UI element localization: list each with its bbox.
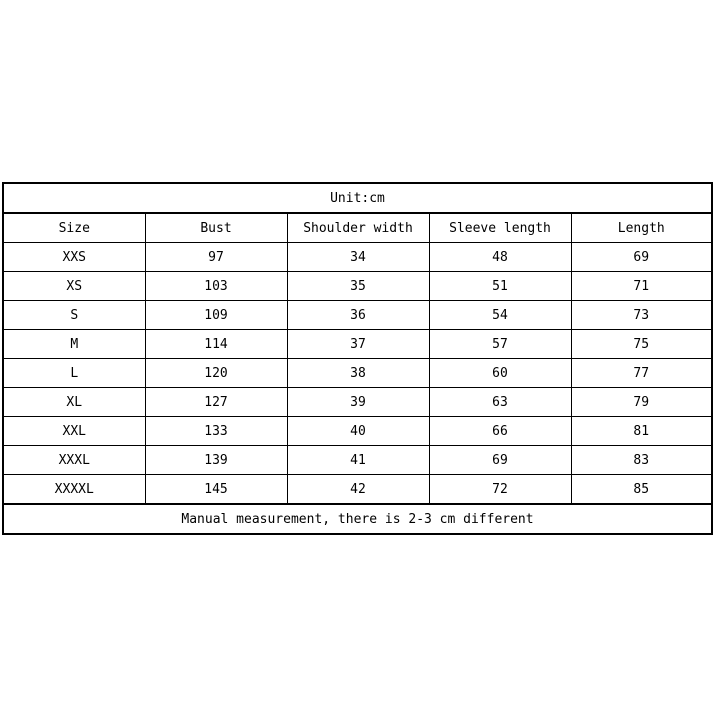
sleeve-length-cell: 72 bbox=[429, 475, 571, 505]
length-cell: 77 bbox=[571, 359, 712, 388]
size-cell: XXXL bbox=[3, 446, 145, 475]
sleeve-length-cell: 60 bbox=[429, 359, 571, 388]
size-chart-body bbox=[3, 183, 712, 534]
table-row bbox=[3, 243, 712, 272]
length-cell: 75 bbox=[571, 330, 712, 359]
table-row bbox=[3, 330, 712, 359]
length-cell: 81 bbox=[571, 417, 712, 446]
table-row bbox=[3, 272, 712, 301]
table-row bbox=[3, 446, 712, 475]
table-row bbox=[3, 301, 712, 330]
table-row bbox=[3, 359, 712, 388]
shoulder-width-cell: 39 bbox=[287, 388, 429, 417]
shoulder-width-cell: 38 bbox=[287, 359, 429, 388]
unit-label: Unit:cm bbox=[3, 183, 712, 213]
bust-cell: 114 bbox=[145, 330, 287, 359]
length-cell: 73 bbox=[571, 301, 712, 330]
table-row bbox=[3, 417, 712, 446]
bust-cell: 145 bbox=[145, 475, 287, 505]
size-cell: XXL bbox=[3, 417, 145, 446]
table-row bbox=[3, 475, 712, 505]
shoulder-width-cell: 42 bbox=[287, 475, 429, 505]
length-cell: 85 bbox=[571, 475, 712, 505]
sleeve-length-cell: 63 bbox=[429, 388, 571, 417]
header-cell-shoulder-width: Shoulder width bbox=[287, 213, 429, 243]
size-cell: XXXXL bbox=[3, 475, 145, 505]
sleeve-length-cell: 69 bbox=[429, 446, 571, 475]
bust-cell: 103 bbox=[145, 272, 287, 301]
note-row bbox=[3, 504, 712, 534]
size-cell: XXS bbox=[3, 243, 145, 272]
shoulder-width-cell: 36 bbox=[287, 301, 429, 330]
sleeve-length-cell: 48 bbox=[429, 243, 571, 272]
shoulder-width-cell: 34 bbox=[287, 243, 429, 272]
header-cell-size: Size bbox=[3, 213, 145, 243]
shoulder-width-cell: 40 bbox=[287, 417, 429, 446]
size-cell: S bbox=[3, 301, 145, 330]
size-cell: XS bbox=[3, 272, 145, 301]
length-cell: 71 bbox=[571, 272, 712, 301]
length-cell: 79 bbox=[571, 388, 712, 417]
bust-cell: 127 bbox=[145, 388, 287, 417]
unit-row bbox=[3, 183, 712, 213]
bust-cell: 97 bbox=[145, 243, 287, 272]
bust-cell: 133 bbox=[145, 417, 287, 446]
sleeve-length-cell: 57 bbox=[429, 330, 571, 359]
length-cell: 83 bbox=[571, 446, 712, 475]
size-chart-table bbox=[2, 182, 713, 535]
shoulder-width-cell: 41 bbox=[287, 446, 429, 475]
length-cell: 69 bbox=[571, 243, 712, 272]
shoulder-width-cell: 37 bbox=[287, 330, 429, 359]
header-cell-sleeve-length: Sleeve length bbox=[429, 213, 571, 243]
size-cell: XL bbox=[3, 388, 145, 417]
sleeve-length-cell: 54 bbox=[429, 301, 571, 330]
header-cell-length: Length bbox=[571, 213, 712, 243]
size-cell: M bbox=[3, 330, 145, 359]
measurement-note: Manual measurement, there is 2-3 cm different bbox=[3, 504, 712, 534]
bust-cell: 120 bbox=[145, 359, 287, 388]
bust-cell: 109 bbox=[145, 301, 287, 330]
sleeve-length-cell: 66 bbox=[429, 417, 571, 446]
header-row bbox=[3, 213, 712, 243]
shoulder-width-cell: 35 bbox=[287, 272, 429, 301]
table-row bbox=[3, 388, 712, 417]
sleeve-length-cell: 51 bbox=[429, 272, 571, 301]
size-cell: L bbox=[3, 359, 145, 388]
header-cell-bust: Bust bbox=[145, 213, 287, 243]
bust-cell: 139 bbox=[145, 446, 287, 475]
